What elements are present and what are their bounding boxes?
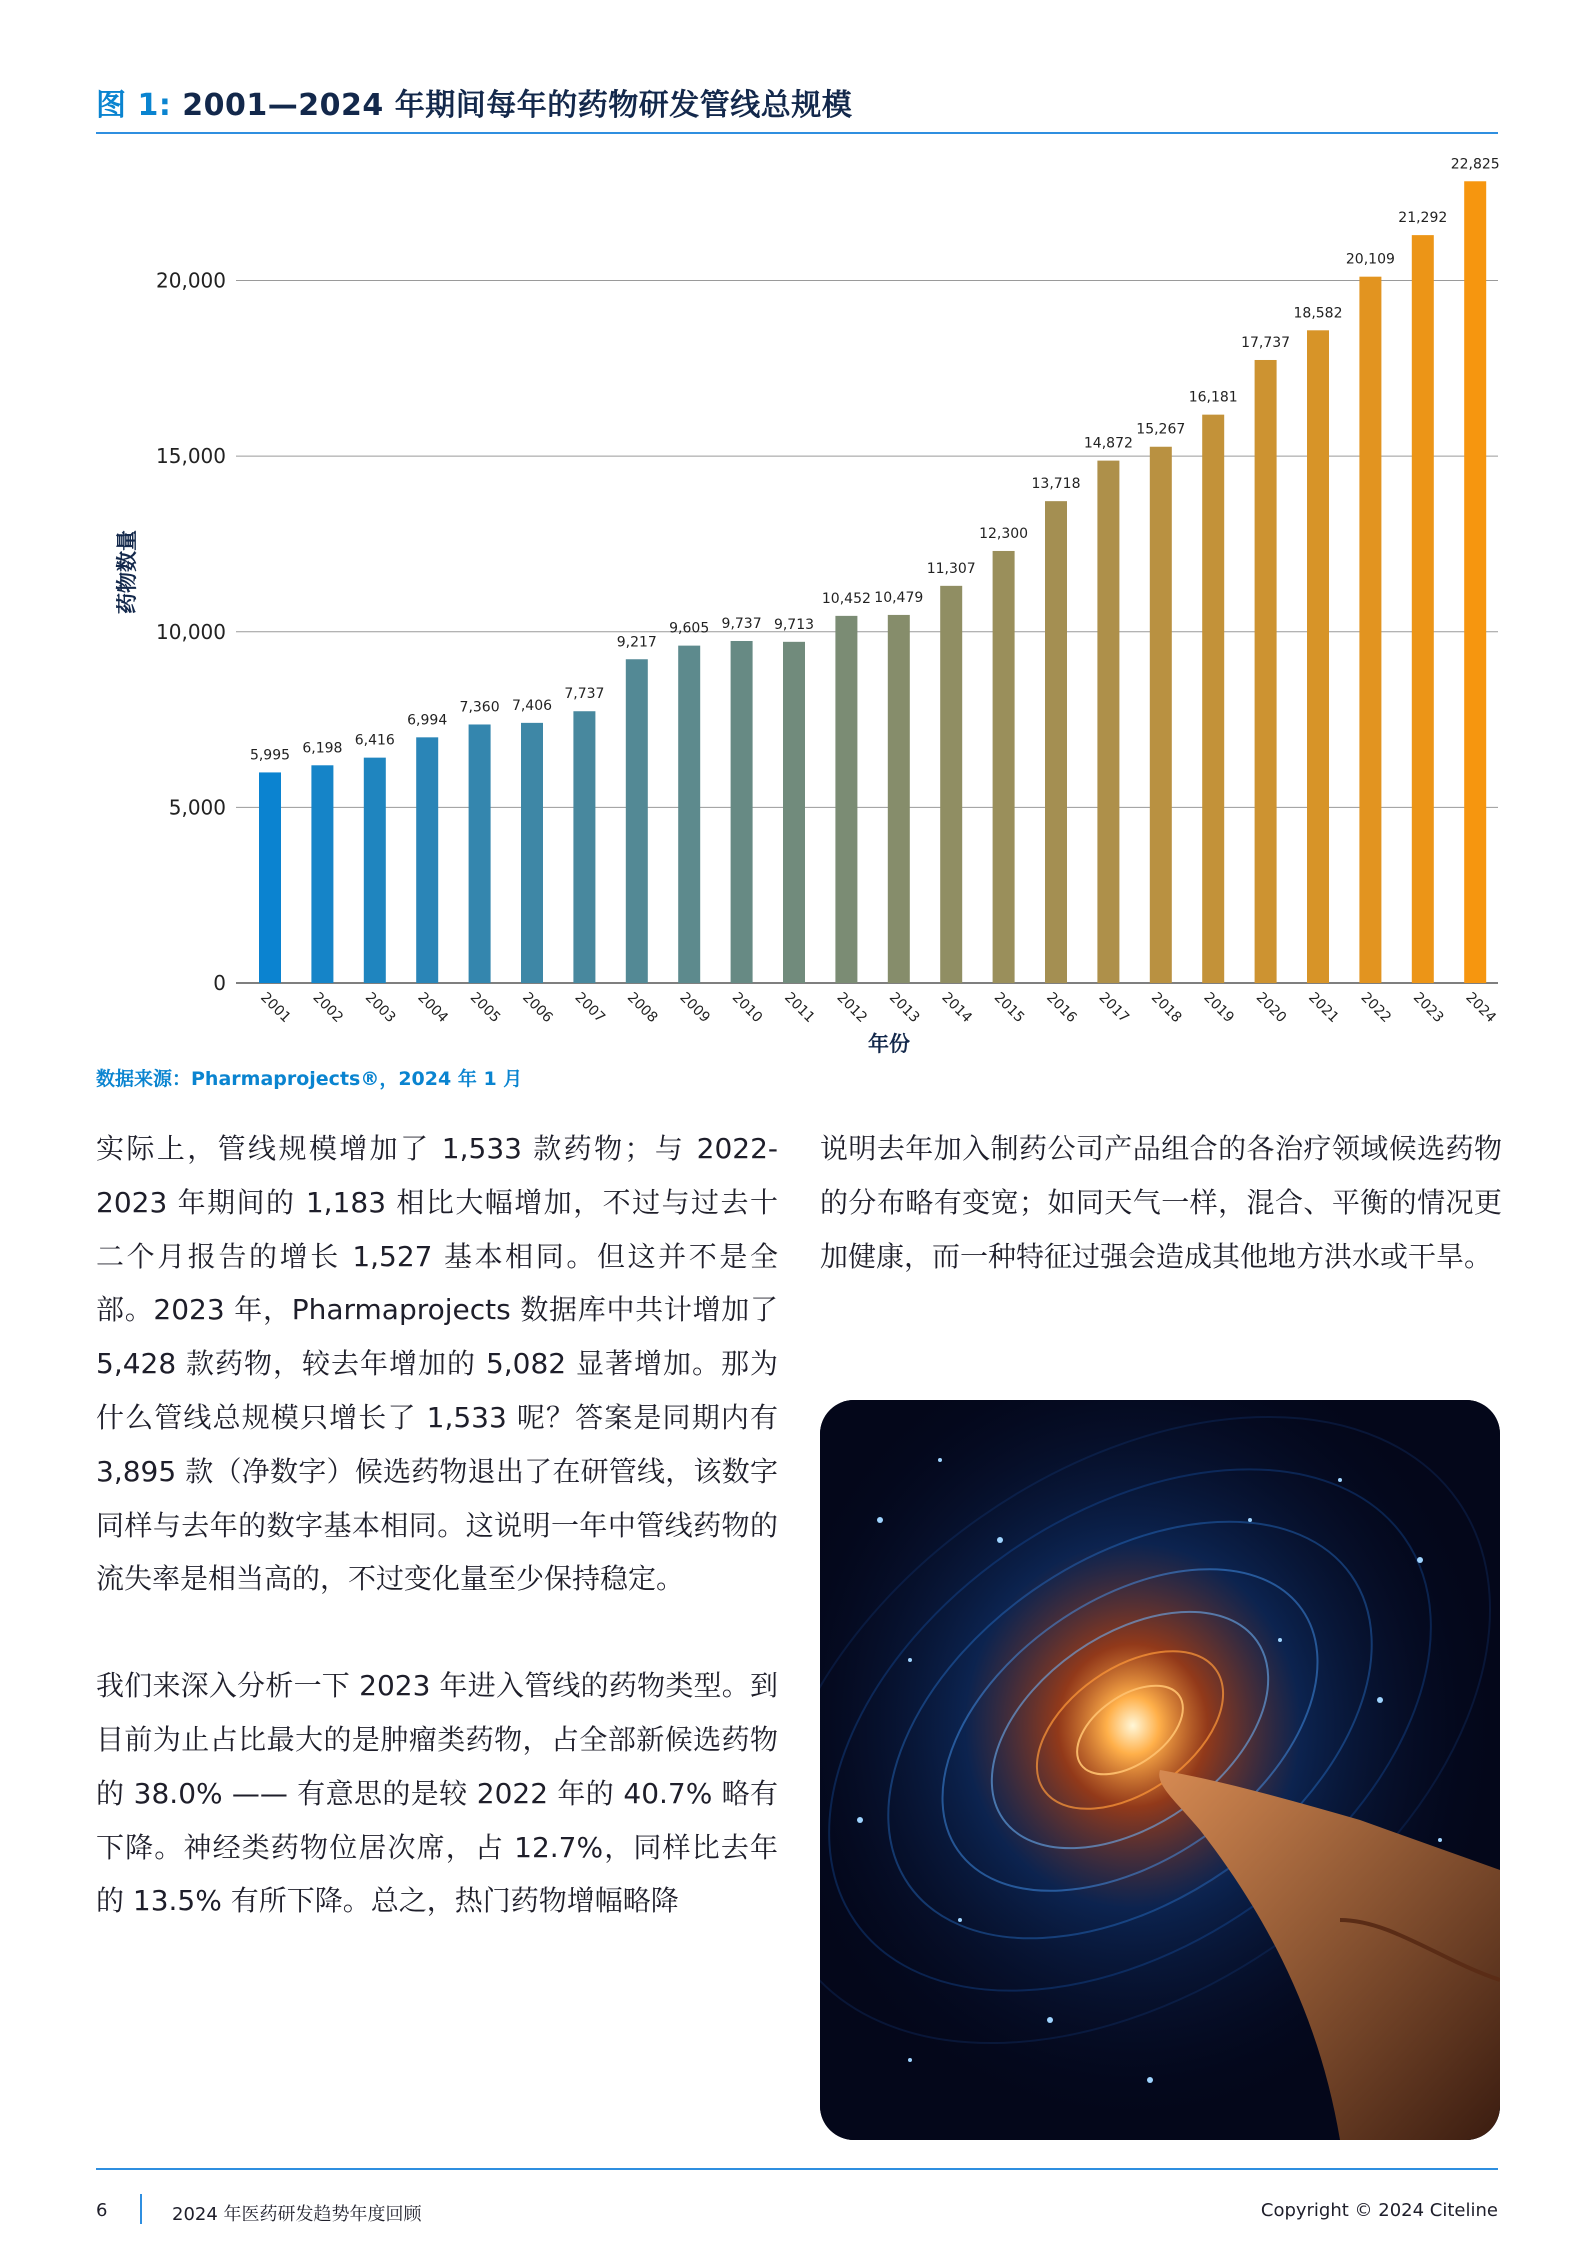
bar-value-label: 6,994 xyxy=(407,712,448,729)
bar-value-label: 16,181 xyxy=(1188,389,1238,406)
bar xyxy=(416,737,438,983)
x-axis-label: 年份 xyxy=(868,1032,910,1056)
paragraph: 说明去年加入制药公司产品组合的各治疗领域候选药物的分布略有变宽；如同天气一样，混合、平衡的情况更加健康，而一种特征过强会造成其他地方洪水或干旱。 xyxy=(820,1132,1502,1273)
x-tick-label: 2008 xyxy=(623,989,661,1027)
bar xyxy=(364,758,386,983)
bar xyxy=(888,615,910,983)
figure-title-text: 2001—2024 年期间每年的药物研发管线总规模 xyxy=(182,88,853,123)
galaxy-touch-photo xyxy=(820,1400,1500,2140)
bar xyxy=(1307,330,1329,983)
bar xyxy=(259,772,281,983)
bar xyxy=(783,642,805,983)
bar-value-label: 7,360 xyxy=(459,699,500,716)
bar-value-label: 9,217 xyxy=(616,634,657,651)
x-tick-label: 2016 xyxy=(1043,989,1080,1027)
bar xyxy=(573,711,595,983)
x-tick-label: 2005 xyxy=(466,989,504,1027)
bar xyxy=(521,723,543,983)
x-tick-label: 2018 xyxy=(1147,989,1185,1027)
x-tick-label: 2019 xyxy=(1200,989,1237,1027)
bar xyxy=(1150,447,1172,983)
y-tick-label: 5,000 xyxy=(168,795,226,820)
figure-label: 图 1: xyxy=(96,88,172,123)
bar-value-label: 9,713 xyxy=(773,616,815,633)
bar-value-label: 18,582 xyxy=(1293,305,1343,322)
body-left-column xyxy=(96,1122,778,1928)
bar xyxy=(1045,501,1067,983)
bar xyxy=(311,765,333,983)
pipeline-bar-chart xyxy=(96,140,1506,1060)
copyright: Copyright © 2024 Citeline xyxy=(1260,2200,1498,2221)
bar xyxy=(1202,415,1224,983)
bar xyxy=(469,724,491,983)
bar-value-label: 7,406 xyxy=(511,697,553,714)
bar-value-label: 6,198 xyxy=(302,740,343,757)
footer-divider xyxy=(140,2194,142,2224)
x-tick-label: 2011 xyxy=(781,989,818,1027)
x-tick-label: 2024 xyxy=(1462,989,1499,1027)
y-tick-label: 0 xyxy=(213,971,226,995)
body-right-column xyxy=(820,1122,1502,1283)
bar xyxy=(1097,461,1119,983)
bar-value-label: 10,479 xyxy=(874,589,924,606)
bar xyxy=(1359,277,1381,983)
bar xyxy=(1255,360,1277,983)
bar-value-label: 21,292 xyxy=(1398,210,1448,227)
bar-value-label: 9,605 xyxy=(669,620,710,637)
x-tick-label: 2007 xyxy=(571,989,609,1027)
bar xyxy=(731,641,753,983)
bar-value-label: 22,825 xyxy=(1450,156,1500,173)
bar-value-label: 12,300 xyxy=(979,525,1029,542)
x-tick-label: 2022 xyxy=(1357,989,1395,1027)
bar-value-label: 13,718 xyxy=(1031,476,1081,493)
bar-value-label: 5,995 xyxy=(249,747,291,764)
report-title: 2024 年医药研发趋势年度回顾 xyxy=(172,2204,422,2225)
x-tick-label: 2017 xyxy=(1095,989,1133,1027)
bar xyxy=(626,659,648,983)
x-tick-label: 2009 xyxy=(676,989,713,1027)
x-tick-label: 2004 xyxy=(414,989,451,1027)
bar-value-label: 20,109 xyxy=(1345,251,1395,268)
photo-illustration xyxy=(820,1400,1500,2140)
bar xyxy=(940,586,962,983)
paragraph: 实际上，管线规模增加了 1,533 款药物；与 2022-2023 年期间的 1,183 相比大幅增加，不过与过去十二个月报告的增长 1,527 基本相同。但这并不是全部。2023 年，Pharmaprojects 数据库中共计增加了 5,428 款药物，较去年增加的 5,082 显著增加。那为什么管线总规模只增长了 1,533 呢？答案是同期内有 3,895 款（净数字）候选药物退出了在研管线，该数字同样与去年的数字基本相同。这说明一年中管线药物的流失率是相当高的，不过变化量至少保持稳定。 xyxy=(96,1132,778,1596)
x-tick-label: 2020 xyxy=(1252,989,1290,1027)
x-tick-label: 2012 xyxy=(833,989,871,1027)
y-tick-label: 20,000 xyxy=(156,268,226,293)
figure-title xyxy=(96,80,1496,124)
bar xyxy=(1464,181,1486,983)
data-source: 数据来源：Pharmaprojects®，2024 年 1 月 xyxy=(96,1068,523,1090)
y-tick-label: 15,000 xyxy=(156,444,226,469)
bar xyxy=(993,551,1015,983)
bar-value-label: 9,737 xyxy=(721,615,762,632)
paragraph: 我们来深入分析一下 2023 年进入管线的药物类型。到目前为止占比最大的是肿瘤类药物，占全部新候选药物的 38.0% —— 有意思的是较 2022 年的 40.7% 略有下降。神经类药物位居次席，占 12.7%，同样比去年的 13.5% 有所下降。总之，热门药物增幅略降 xyxy=(96,1669,778,1918)
bar-value-label: 11,307 xyxy=(926,560,976,577)
x-tick-label: 2021 xyxy=(1305,989,1342,1027)
x-tick-label: 2010 xyxy=(728,989,766,1027)
bottom-rule xyxy=(96,2168,1498,2170)
bar-value-label: 10,452 xyxy=(821,590,871,607)
bar xyxy=(678,646,700,983)
top-rule xyxy=(96,132,1498,134)
page-number: 6 xyxy=(96,2200,108,2221)
bar-value-label: 15,267 xyxy=(1136,421,1186,438)
y-tick-label: 10,000 xyxy=(156,619,226,644)
x-tick-label: 2023 xyxy=(1409,989,1447,1027)
x-tick-label: 2006 xyxy=(519,989,556,1027)
bar xyxy=(835,616,857,983)
bar-value-label: 14,872 xyxy=(1083,435,1133,452)
x-tick-label: 2002 xyxy=(309,989,347,1027)
x-tick-label: 2003 xyxy=(361,989,399,1027)
bar-value-label: 7,737 xyxy=(564,686,605,703)
bar xyxy=(1412,235,1434,983)
bar-value-label: 6,416 xyxy=(354,732,395,749)
bar-value-label: 17,737 xyxy=(1241,334,1291,351)
x-tick-label: 2014 xyxy=(938,989,975,1027)
x-tick-label: 2013 xyxy=(885,989,923,1027)
x-tick-label: 2001 xyxy=(257,989,294,1027)
x-tick-label: 2015 xyxy=(990,989,1028,1027)
y-axis-label: 药物数量 xyxy=(115,530,139,615)
